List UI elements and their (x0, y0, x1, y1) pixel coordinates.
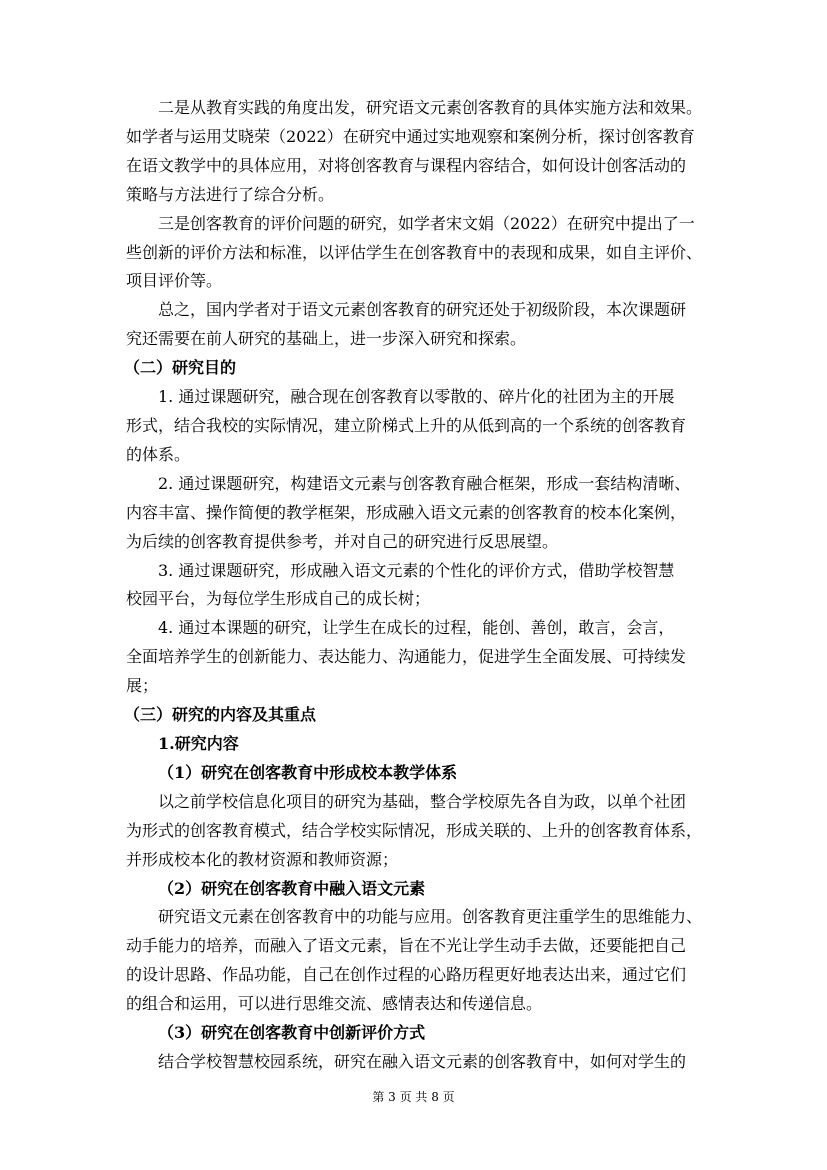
text-line: 项目评价等。 (126, 271, 223, 290)
text-line: 策略与方法进行了综合分析。 (126, 185, 335, 204)
text-line: 总之，国内学者对于语文元素创客教育的研究还处于初级阶段，本次课题研 (158, 300, 687, 319)
text-line: 1. 通过课题研究，融合现在创客教育以零散的、碎片化的社团为主的开展 (158, 387, 675, 406)
section-heading: （二）研究目的 (124, 358, 237, 377)
text-line: 以之前学校信息化项目的研究为基础，整合学校原先各自为政，以单个社团 (158, 792, 687, 811)
text-line: 究还需要在前人研究的基础上，进一步深入研究和探索。 (126, 329, 527, 348)
text-line: 在语文教学中的具体应用，对将创客教育与课程内容结合，如何设计创客活动的 (126, 156, 687, 175)
text-line: 并形成校本化的教材资源和教师资源； (126, 850, 399, 869)
text-line: 为后续的创客教育提供参考，并对自己的研究进行反思展望。 (126, 532, 559, 551)
text-line: 为形式的创客教育模式，结合学校实际情况，形成关联的、上升的创客教育体系， (126, 821, 703, 840)
text-line: 全面培养学生的创新能力、表达能力、沟通能力，促进学生全面发展、可持续发 (126, 647, 687, 666)
text-line: 的设计思路、作品功能，自己在创作过程的心路历程更好地表达出来，通过它们 (126, 965, 687, 984)
text-line: 三是创客教育的评价问题的研究，如学者宋文娟（2022）在研究中提出了一 (158, 214, 695, 233)
text-line: 4. 通过本课题的研究，让学生在成长的过程，能创、善创，敢言，会言， (158, 618, 675, 637)
text-line: 的体系。 (126, 445, 191, 464)
subsection-heading: （3）研究在创客教育中创新评价方式 (158, 1023, 426, 1042)
text-line: 校园平台，为每位学生形成自己的成长树； (126, 589, 431, 608)
text-line: 内容丰富、操作简便的教学框架，形成融入语文元素的创客教育的校本化案例， (126, 503, 687, 522)
section-heading: （三）研究的内容及其重点 (124, 705, 317, 724)
text-line: 些创新的评价方法和标准，以评估学生在创客教育中的表现和成果，如自主评价、 (126, 243, 703, 262)
text-line: 如学者与运用艾晓荣（2022）在研究中通过实地观察和案例分析，探讨创客教育 (126, 127, 695, 146)
text-line: 结合学校智慧校园系统，研究在融入语文元素的创客教育中，如何对学生的 (158, 1052, 687, 1071)
text-line: 3. 通过课题研究，形成融入语文元素的个性化的评价方式，借助学校智慧 (158, 561, 675, 580)
text-line: 动手能力的培养，而融入了语文元素，旨在不光让学生动手去做，还要能把自己 (126, 936, 687, 955)
text-line: 研究语文元素在创客教育中的功能与应用。创客教育更注重学生的思维能力、 (158, 907, 703, 926)
subsection-heading: 1.研究内容 (158, 734, 239, 753)
subsection-heading: （2）研究在创客教育中融入语文元素 (158, 879, 426, 898)
text-line: 展； (126, 676, 159, 695)
subsection-heading: （1）研究在创客教育中形成校本教学体系 (158, 763, 458, 782)
text-line: 二是从教育实践的角度出发，研究语文元素创客教育的具体实施方法和效果。 (158, 98, 703, 117)
page-number-footer: 第 3 页 共 8 页 (372, 1090, 455, 1104)
text-line: 的组合和运用，可以进行思维交流、感情表达和传递信息。 (126, 994, 543, 1013)
text-line: 形式，结合我校的实际情况，建立阶梯式上升的从低到高的一个系统的创客教育 (126, 416, 687, 435)
text-line: 2. 通过课题研究，构建语文元素与创客教育融合框架，形成一套结构清晰、 (158, 474, 691, 493)
